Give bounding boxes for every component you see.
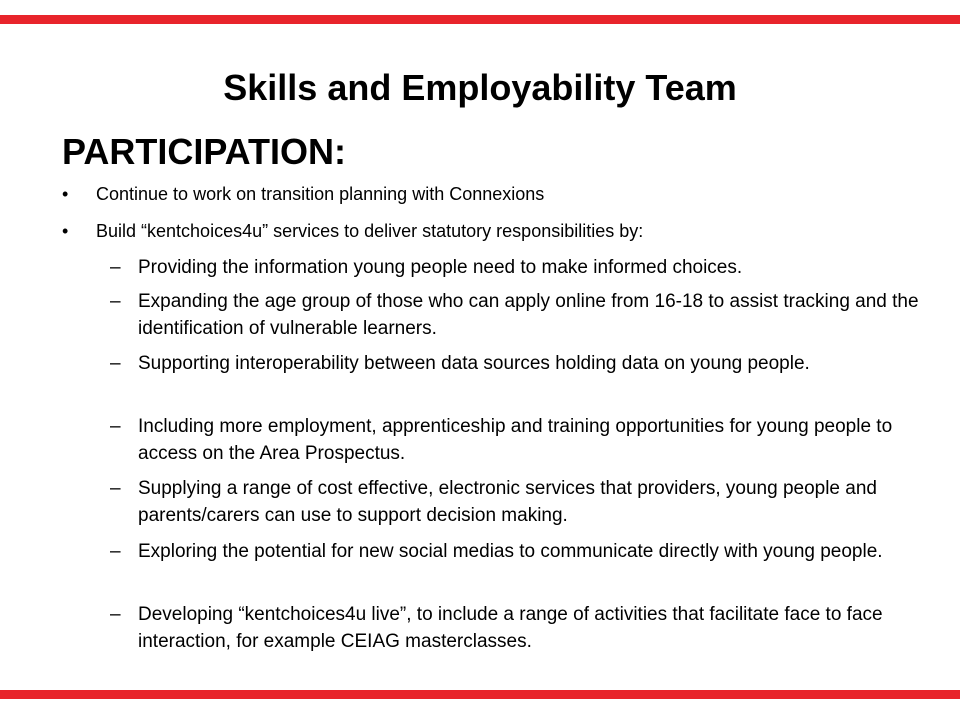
dash-icon: – [110,353,121,374]
sub-item-2 [110,288,930,342]
sub-item-text: Providing the information young people need to make informed choices. [138,257,743,278]
section-heading: PARTICIPATION: [62,131,346,172]
sub-item-5 [110,475,930,529]
sub-item-text: Exploring the potential for new social medias to communicate directly with young people. [138,541,883,562]
sub-item-text: Expanding the age group of those who can apply online from 16-18 to assist tracking and the identification of vulnerable learners. [138,291,919,339]
bottom-accent-bar [0,690,960,699]
dash-icon: – [110,416,121,437]
dash-icon: – [110,478,121,499]
dash-icon: – [110,541,121,562]
bullet-text: Build “kentchoices4u” services to deliver statutory responsibilities by: [96,221,644,241]
sub-item-1 [110,254,930,281]
sub-item-text: Supporting interoperability between data sources holding data on young people. [138,353,810,374]
sub-item-text: Supplying a range of cost effective, electronic services that providers, young people and parents/carers can use to support decision making. [138,478,877,526]
sub-item-4 [110,413,930,467]
sub-item-text: Developing “kentchoices4u live”, to include a range of activities that facilitate face to face interaction, for example CEIAG masterclasses. [138,604,883,652]
bullet-icon: • [62,221,69,241]
sub-item-7 [110,601,930,655]
dash-icon: – [110,291,121,312]
sub-item-3 [110,350,930,377]
top-accent-bar [0,15,960,24]
bullet-icon: • [62,184,69,204]
dash-icon: – [110,604,121,625]
slide-title: Skills and Employability Team [223,67,737,108]
sub-item-text: Including more employment, apprenticeship and training opportunities for young people to access on the Area Prospectus. [138,416,893,464]
dash-icon: – [110,257,121,278]
sub-item-6 [110,538,930,565]
bullet-text: Continue to work on transition planning with Connexions [96,184,545,204]
